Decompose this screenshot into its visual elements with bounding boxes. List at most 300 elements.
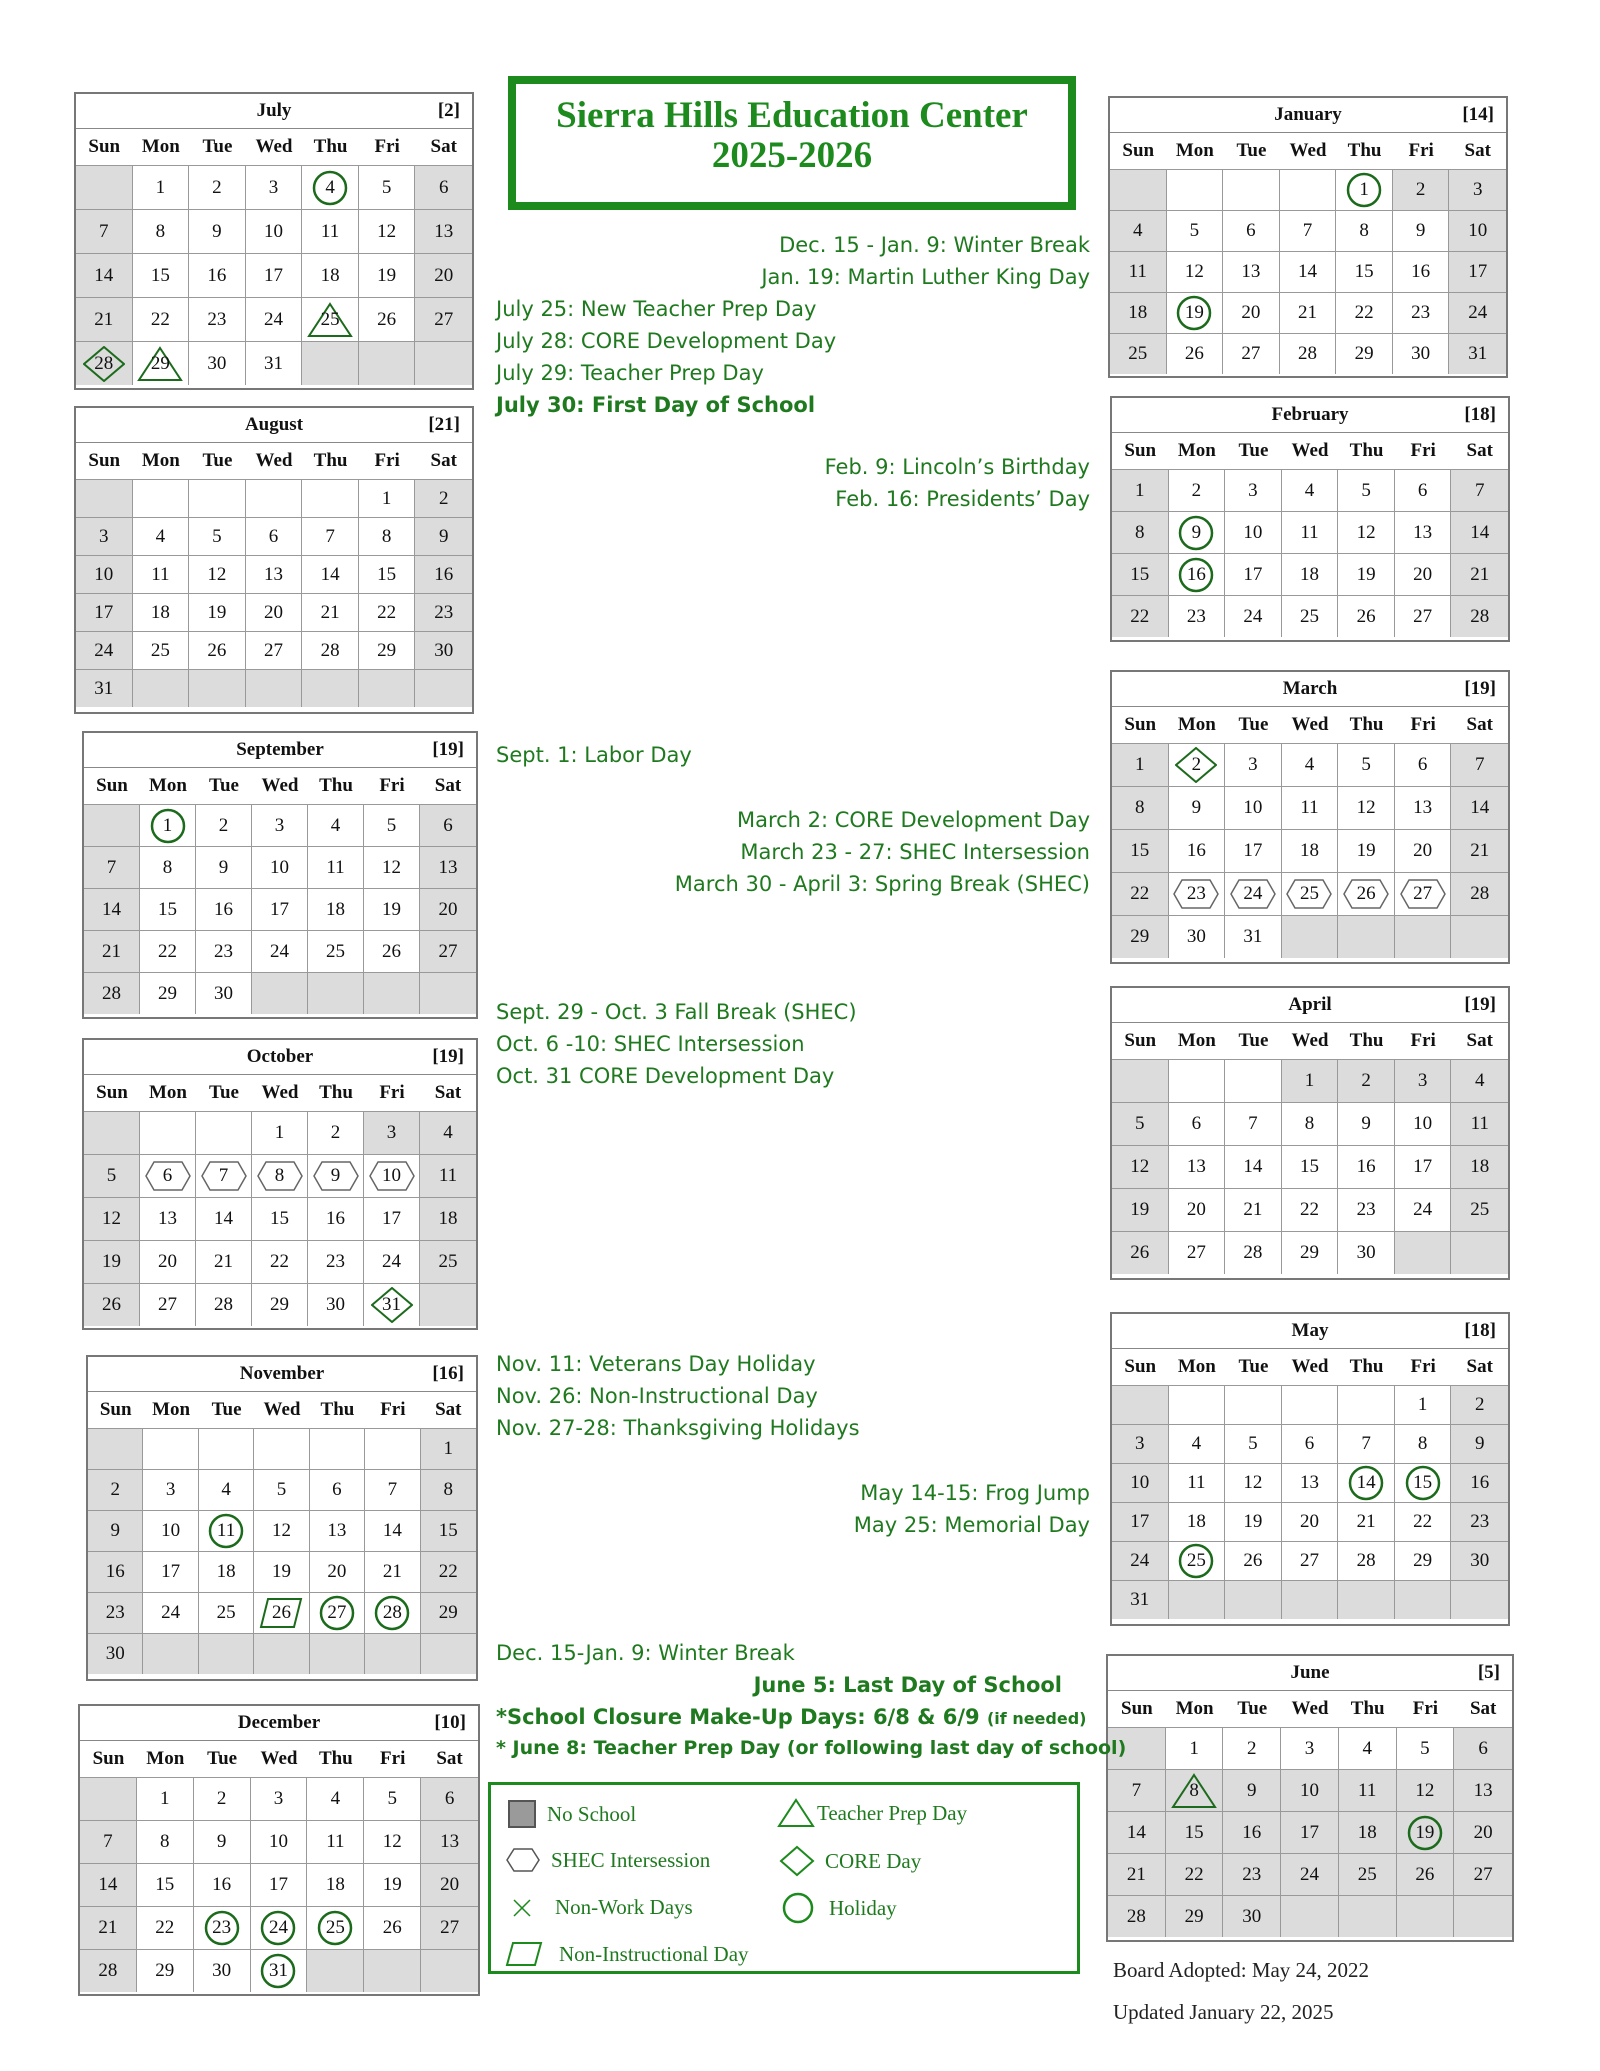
empty-cell [302, 669, 359, 707]
weekday-header: Sun [96, 1082, 128, 1103]
day-number: 13 [263, 563, 283, 585]
day-cell [88, 1510, 143, 1551]
day-cell [421, 1592, 476, 1633]
weekday-header: Sun [96, 775, 128, 796]
day-cell [1223, 251, 1280, 292]
day-number: 26 [1184, 343, 1204, 364]
note-veterans-day: Nov. 11: Veterans Day Holiday [496, 1352, 816, 1376]
day-cell [1108, 1811, 1166, 1853]
day-cell [1338, 469, 1395, 511]
day-number: 3 [274, 814, 285, 836]
day-cell [252, 1240, 308, 1283]
calendar-header [1112, 672, 1508, 707]
day-cell [1112, 1188, 1169, 1231]
weekday-header: Wed [1291, 440, 1329, 461]
school-day-count: [18] [1464, 1320, 1496, 1341]
empty-cell [1282, 1385, 1339, 1424]
day-number: 30 [212, 1960, 232, 1981]
empty-cell [84, 1111, 140, 1154]
day-cell [199, 1551, 254, 1592]
day-cell [1395, 469, 1452, 511]
school-day-count: [10] [434, 1712, 466, 1733]
note-core-march: March 2: CORE Development Day [736, 808, 1090, 832]
day-cell [1451, 829, 1508, 872]
day-number: 26 [1130, 1242, 1150, 1263]
day-number: 20 [434, 264, 454, 286]
day-number: 12 [1356, 797, 1376, 818]
day-number: 9 [1191, 521, 1202, 543]
day-number: 13 [1413, 797, 1433, 818]
calendar-header [1110, 98, 1506, 133]
weekday-header: Fri [1410, 714, 1436, 735]
weekday-header: Fri [1412, 1698, 1439, 1719]
day-cell [359, 479, 416, 517]
day-cell [421, 1863, 478, 1906]
day-number: 1 [1417, 1394, 1428, 1415]
day-number: 19 [382, 898, 401, 920]
day-cell [1169, 469, 1226, 511]
day-number: 15 [150, 264, 170, 286]
day-cell [365, 1592, 420, 1633]
day-cell [1169, 1145, 1226, 1188]
calendar-grid [1112, 433, 1508, 637]
day-number: 14 [1356, 1472, 1376, 1493]
day-number: 20 [440, 1874, 460, 1895]
day-cell [302, 555, 359, 593]
day-cell [1395, 786, 1452, 829]
day-number: 22 [150, 308, 170, 330]
day-cell [133, 209, 190, 253]
day-cell [1282, 469, 1339, 511]
day-number: 8 [1135, 797, 1145, 818]
day-number: 1 [1359, 179, 1369, 200]
day-number: 3 [99, 525, 109, 547]
day-cell [421, 1777, 478, 1820]
day-number: 28 [214, 1294, 233, 1315]
day-cell [1225, 786, 1282, 829]
empty-cell [415, 341, 472, 385]
day-number: 21 [1126, 1863, 1146, 1885]
day-number: 26 [382, 1917, 402, 1938]
empty-cell [189, 669, 246, 707]
day-number: 1 [162, 814, 173, 836]
day-number: 19 [207, 601, 227, 623]
day-cell [246, 555, 303, 593]
day-cell [415, 209, 472, 253]
day-cell [84, 1283, 140, 1326]
weekday-header: Thu [1349, 1030, 1384, 1051]
day-cell [140, 1197, 196, 1240]
weekday-header: Fri [380, 1748, 406, 1769]
day-cell [246, 631, 303, 669]
calendar-february [1110, 396, 1510, 642]
day-number: 30 [105, 1643, 125, 1664]
school-day-count: [2] [437, 100, 460, 121]
weekday-header: Thu [1350, 1698, 1385, 1719]
day-cell [1454, 1769, 1512, 1811]
day-cell [308, 1111, 364, 1154]
day-number: 23 [1242, 1863, 1262, 1885]
day-cell [246, 253, 303, 297]
day-cell [1225, 595, 1282, 637]
day-number: 10 [382, 1165, 401, 1186]
day-number: 10 [1413, 1113, 1433, 1134]
calendar-june [1106, 1654, 1514, 1942]
day-cell [1338, 1145, 1395, 1188]
month-name: September [236, 739, 324, 760]
note-first-day: July 30: First Day of School [496, 393, 816, 417]
day-number: 4 [1191, 1433, 1202, 1454]
calendar-october [82, 1038, 478, 1330]
weekday-header: Fri [380, 1399, 406, 1420]
day-cell [1451, 1059, 1508, 1102]
day-cell [1395, 1385, 1452, 1424]
no-school-icon [507, 1799, 537, 1829]
weekday-header: Sat [1466, 440, 1493, 461]
empty-cell [1225, 1059, 1282, 1102]
day-number: 1 [1304, 1070, 1315, 1091]
day-cell [189, 209, 246, 253]
empty-cell [76, 479, 133, 517]
day-number: 30 [207, 352, 227, 374]
day-number: 15 [1354, 261, 1374, 282]
legend-holiday [781, 1891, 897, 1925]
day-cell [1225, 872, 1282, 915]
day-number: 3 [1248, 479, 1258, 501]
day-number: 14 [102, 898, 121, 920]
day-number: 7 [218, 1165, 229, 1186]
day-cell [254, 1592, 309, 1633]
weekday-header: Sat [1469, 1698, 1497, 1719]
day-cell [1223, 1853, 1281, 1895]
day-cell [199, 1510, 254, 1551]
day-number: 29 [158, 982, 177, 1004]
weekday-header: Tue [1238, 440, 1269, 461]
day-cell [1282, 829, 1339, 872]
day-number: 23 [207, 308, 227, 330]
day-number: 23 [214, 940, 233, 962]
day-cell [133, 555, 190, 593]
day-number: 16 [434, 563, 454, 585]
day-cell [1282, 1463, 1339, 1502]
day-cell [1397, 1769, 1455, 1811]
day-cell [1223, 210, 1280, 251]
day-number: 29 [377, 639, 397, 661]
day-cell [1451, 1541, 1508, 1580]
day-cell [1225, 1231, 1282, 1274]
day-number: 19 [102, 1251, 121, 1272]
day-cell [421, 1906, 478, 1949]
day-number: 27 [263, 639, 283, 661]
day-cell [80, 1949, 137, 1992]
day-number: 6 [443, 814, 453, 836]
day-cell [76, 517, 133, 555]
note-june-prep: * June 8: Teacher Prep Day (or following last day of school) [496, 1737, 1127, 1759]
empty-cell [1167, 169, 1224, 210]
day-cell [143, 1551, 198, 1592]
empty-cell [133, 479, 190, 517]
day-number: 1 [1189, 1737, 1199, 1759]
day-cell [1451, 1102, 1508, 1145]
day-cell [1449, 292, 1506, 333]
day-number: 28 [1126, 1905, 1146, 1927]
empty-cell [80, 1777, 137, 1820]
day-number: 10 [1299, 1779, 1319, 1801]
note-fall-break: Sept. 29 - Oct. 3 Fall Break (SHEC) [496, 1000, 857, 1024]
day-number: 28 [1243, 1242, 1263, 1263]
day-cell [80, 1820, 137, 1863]
day-cell [137, 1906, 194, 1949]
day-number: 16 [1186, 840, 1206, 861]
day-number: 23 [434, 601, 454, 623]
note-new-teacher-prep: July 25: New Teacher Prep Day [496, 297, 817, 321]
day-number: 13 [1473, 1779, 1493, 1801]
day-cell [196, 1283, 252, 1326]
day-number: 4 [1304, 479, 1315, 501]
day-cell [1112, 1502, 1169, 1541]
day-cell [1338, 595, 1395, 637]
day-cell [1280, 210, 1337, 251]
weekday-header: Thu [1349, 1356, 1384, 1377]
day-cell [1395, 872, 1452, 915]
day-number: 21 [1356, 1511, 1376, 1532]
note-shec-october: Oct. 6 -10: SHEC Intersession [496, 1032, 805, 1056]
day-cell [1110, 333, 1167, 374]
day-cell [1281, 1769, 1339, 1811]
weekday-header: Mon [146, 1748, 185, 1769]
day-cell [1223, 1769, 1281, 1811]
day-number: 18 [325, 1874, 345, 1895]
day-cell [1112, 1463, 1169, 1502]
day-cell [76, 297, 133, 341]
day-number: 3 [165, 1479, 176, 1500]
day-number: 22 [158, 940, 177, 962]
day-number: 30 [1470, 1550, 1490, 1571]
day-cell [1336, 251, 1393, 292]
day-cell [1393, 333, 1450, 374]
day-cell [1338, 786, 1395, 829]
empty-cell [359, 341, 416, 385]
weekday-header: Sat [430, 450, 457, 471]
day-number: 23 [1411, 302, 1431, 323]
day-number: 9 [216, 1831, 227, 1852]
day-cell [1223, 1727, 1281, 1769]
weekday-header: Mon [152, 1399, 191, 1420]
legend-core-label: CORE Day [825, 1848, 922, 1873]
day-number: 2 [110, 1479, 120, 1500]
empty-cell [84, 804, 140, 846]
calendar-grid [76, 129, 472, 385]
day-cell [310, 1469, 365, 1510]
empty-cell [1112, 1385, 1169, 1424]
day-cell [76, 631, 133, 669]
day-cell [365, 1469, 420, 1510]
day-number: 23 [212, 1917, 232, 1938]
day-number: 16 [1470, 1472, 1490, 1493]
calendar-grid [88, 1392, 476, 1674]
day-number: 4 [330, 1788, 341, 1809]
day-number: 24 [1413, 1199, 1433, 1220]
empty-cell [307, 1949, 364, 1992]
day-number: 10 [1130, 1472, 1150, 1493]
day-number: 22 [1130, 605, 1150, 627]
empty-cell [1451, 915, 1508, 958]
month-name: March [1282, 678, 1338, 699]
day-cell [421, 1551, 476, 1592]
day-cell [415, 517, 472, 555]
day-number: 7 [1248, 1113, 1258, 1134]
day-number: 21 [102, 940, 121, 962]
day-cell [1110, 251, 1167, 292]
day-cell [420, 846, 476, 888]
weekday-header: Mon [1177, 1030, 1216, 1051]
day-number: 18 [1357, 1821, 1377, 1843]
day-cell [1225, 469, 1282, 511]
day-number: 11 [320, 220, 340, 242]
note-core-october: Oct. 31 CORE Development Day [496, 1064, 835, 1088]
day-cell [1449, 251, 1506, 292]
day-cell [1393, 210, 1450, 251]
day-cell [1112, 829, 1169, 872]
day-cell [1451, 872, 1508, 915]
day-cell [359, 253, 416, 297]
day-cell [252, 846, 308, 888]
day-number: 28 [94, 352, 114, 374]
day-number: 5 [1248, 1433, 1258, 1454]
day-number: 2 [218, 814, 229, 836]
day-number: 27 [1186, 1242, 1206, 1263]
day-number: 27 [1473, 1863, 1493, 1885]
day-cell [364, 1863, 421, 1906]
day-number: 15 [1130, 840, 1150, 861]
day-cell [140, 1283, 196, 1326]
day-cell [420, 930, 476, 972]
day-cell [252, 1154, 308, 1197]
day-number: 5 [386, 814, 397, 836]
weekday-header: Tue [1238, 1030, 1269, 1051]
day-number: 11 [1300, 521, 1319, 543]
day-cell [364, 1154, 420, 1197]
day-number: 8 [160, 1831, 170, 1852]
day-cell [196, 804, 252, 846]
day-cell [189, 517, 246, 555]
weekday-header: Thu [318, 1748, 353, 1769]
day-number: 19 [1356, 563, 1376, 585]
legend-non-instructional [505, 1941, 749, 1967]
weekday-header: Fri [374, 136, 400, 157]
day-cell [365, 1551, 420, 1592]
day-number: 3 [268, 176, 279, 198]
day-cell [252, 804, 308, 846]
day-number: 27 [1241, 343, 1261, 364]
calendar-grid [76, 443, 472, 707]
day-number: 20 [1413, 840, 1433, 861]
day-number: 15 [1130, 563, 1150, 585]
day-cell [76, 341, 133, 385]
weekday-header: Mon [1177, 714, 1216, 735]
day-cell [1112, 743, 1169, 786]
day-cell [359, 555, 416, 593]
day-cell [189, 631, 246, 669]
day-number: 19 [1243, 1511, 1263, 1532]
empty-cell [1338, 1385, 1395, 1424]
day-cell [359, 297, 416, 341]
empty-cell [302, 341, 359, 385]
day-cell [1338, 1463, 1395, 1502]
day-cell [196, 930, 252, 972]
day-cell [420, 804, 476, 846]
empty-cell [1395, 1231, 1452, 1274]
day-cell [421, 1820, 478, 1863]
day-cell [308, 930, 364, 972]
empty-cell [143, 1633, 198, 1674]
day-cell [359, 517, 416, 555]
weekday-header: Sun [1124, 714, 1157, 735]
day-number: 11 [438, 1165, 458, 1186]
day-cell [137, 1820, 194, 1863]
day-number: 8 [1135, 521, 1145, 543]
day-number: 6 [1246, 220, 1256, 241]
day-number: 11 [1300, 797, 1319, 818]
day-number: 13 [440, 1831, 460, 1852]
day-number: 9 [1415, 220, 1426, 241]
empty-cell [1339, 1895, 1397, 1937]
day-number: 2 [1191, 479, 1202, 501]
day-number: 23 [105, 1602, 125, 1623]
day-number: 28 [1356, 1550, 1376, 1571]
legend-no-school-label: No School [547, 1801, 637, 1826]
day-number: 29 [1299, 1242, 1319, 1263]
day-cell [1225, 1502, 1282, 1541]
note-labor-day: Sept. 1: Labor Day [496, 743, 692, 767]
hexagon-icon [505, 1847, 541, 1873]
weekday-header: Tue [207, 1748, 238, 1769]
empty-cell [421, 1949, 478, 1992]
day-cell [1166, 1853, 1224, 1895]
day-number: 25 [1128, 343, 1148, 364]
day-cell [1223, 1895, 1281, 1937]
weekday-header: Sat [435, 1399, 462, 1420]
day-cell [251, 1949, 308, 1992]
day-number: 8 [1359, 220, 1369, 241]
day-cell [189, 593, 246, 631]
day-cell [308, 846, 364, 888]
day-number: 15 [438, 1520, 458, 1541]
day-number: 21 [1297, 302, 1317, 323]
note-lincoln: Feb. 9: Lincoln’s Birthday [824, 455, 1090, 479]
day-cell [302, 593, 359, 631]
day-cell [1451, 1188, 1508, 1231]
school-day-count: [18] [1464, 404, 1496, 425]
note-spring-break: March 30 - April 3: Spring Break (SHEC) [674, 872, 1090, 896]
day-number: 8 [1189, 1779, 1199, 1801]
day-number: 15 [377, 563, 397, 585]
day-number: 13 [327, 1520, 347, 1541]
day-cell [1110, 292, 1167, 333]
day-number: 29 [155, 1960, 175, 1981]
day-cell [140, 930, 196, 972]
day-number: 14 [1243, 1156, 1263, 1177]
day-number: 1 [1135, 479, 1145, 501]
empty-cell [246, 479, 303, 517]
weekday-header: Wed [1289, 140, 1327, 161]
legend [488, 1782, 1080, 1974]
day-cell [133, 253, 190, 297]
school-day-count: [19] [432, 739, 464, 760]
day-number: 18 [150, 601, 170, 623]
day-number: 19 [1415, 1821, 1435, 1843]
day-cell [1112, 511, 1169, 553]
